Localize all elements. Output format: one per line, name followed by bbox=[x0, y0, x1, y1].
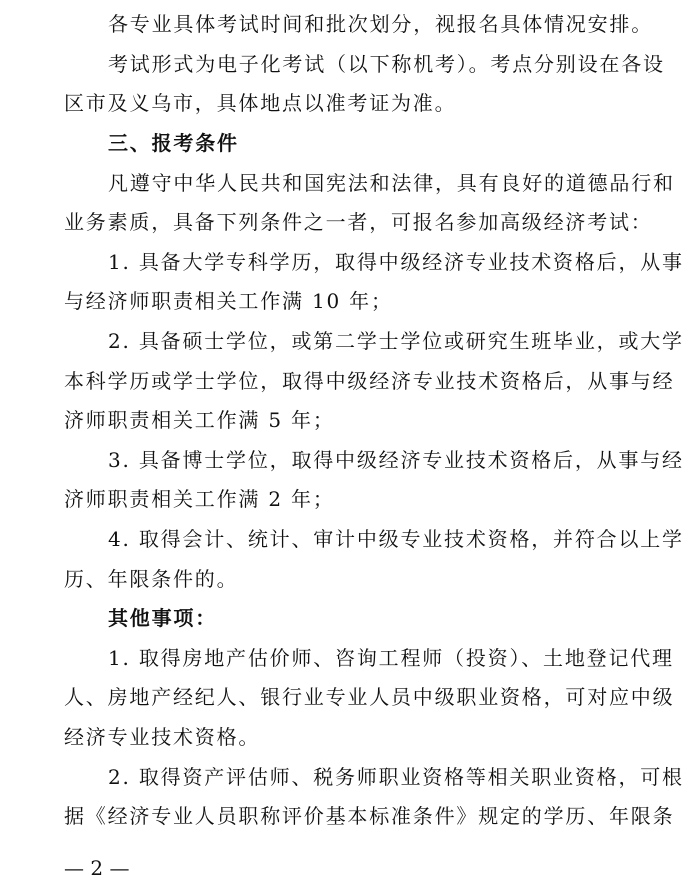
text-line-other-1c: 经济专业技术资格。 bbox=[64, 725, 261, 749]
text-line-condition-2c: 济师职责相关工作满 5 年； bbox=[64, 408, 335, 432]
text-line-condition-1a: 1. 具备大学专科学历，取得中级经济专业技术资格后，从事 bbox=[108, 250, 684, 274]
section-heading-conditions: 三、报考条件 bbox=[108, 131, 239, 155]
text-line-intro-2: 业务素质，具备下列条件之一者，可报名参加高级经济考试： bbox=[64, 210, 653, 234]
text-line-exam-format: 考试形式为电子化考试（以下称机考）。考点分别设在各设 bbox=[108, 52, 665, 76]
text-line-condition-3b: 济师职责相关工作满 2 年； bbox=[64, 487, 335, 511]
text-line-other-2a: 2. 取得资产评估师、税务师职业资格等相关职业资格，可根 bbox=[108, 765, 684, 789]
text-line-condition-1b: 与经济师职责相关工作满 10 年； bbox=[64, 289, 393, 313]
text-line-condition-2a: 2. 具备硕士学位，或第二学士学位或研究生班毕业，或大学 bbox=[108, 329, 684, 353]
text-line-condition-2b: 本科学历或学士学位，取得中级经济专业技术资格后，从事与经 bbox=[64, 369, 675, 393]
subheading-other-matters: 其他事项： bbox=[108, 606, 217, 630]
page-number: — 2 — bbox=[64, 856, 130, 880]
text-line-condition-4a: 4. 取得会计、统计、审计中级专业技术资格，并符合以上学 bbox=[108, 527, 684, 551]
text-line-exam-location: 区市及义乌市，具体地点以准考证为准。 bbox=[64, 91, 457, 115]
text-line-other-1a: 1. 取得房地产估价师、咨询工程师（投资）、土地登记代理 bbox=[108, 646, 674, 670]
text-line-schedule: 各专业具体考试时间和批次划分，视报名具体情况安排。 bbox=[108, 12, 653, 36]
text-line-condition-4b: 历、年限条件的。 bbox=[64, 567, 239, 591]
text-line-condition-3a: 3. 具备博士学位，取得中级经济专业技术资格后，从事与经 bbox=[108, 448, 684, 472]
text-line-other-2b: 据《经济专业人员职称评价基本标准条件》规定的学历、年限条 bbox=[64, 804, 675, 828]
text-line-intro-1: 凡遵守中华人民共和国宪法和法律，具有良好的道德品行和 bbox=[108, 171, 675, 195]
text-line-other-1b: 人、房地产经纪人、银行业专业人员中级职业资格，可对应中级 bbox=[64, 685, 675, 709]
